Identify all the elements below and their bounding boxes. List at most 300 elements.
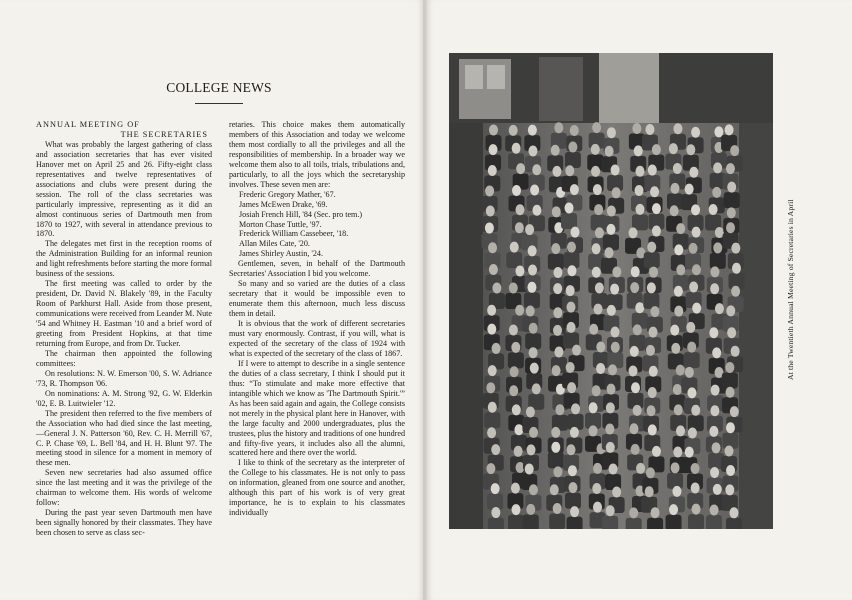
figure-head: [634, 145, 643, 156]
figure-head: [568, 482, 577, 493]
figure-head: [571, 403, 580, 414]
figure-head: [669, 504, 678, 515]
figure-head: [550, 484, 559, 495]
figure-head: [688, 427, 697, 438]
figure-body: [710, 253, 726, 269]
figure-head: [713, 242, 722, 253]
figure-body: [722, 372, 738, 388]
figure-head: [553, 503, 562, 514]
figure-head: [689, 243, 698, 254]
secretary-list-item: Allan Miles Cate, '20.: [239, 239, 310, 249]
figure-head: [488, 365, 497, 376]
figure-head: [629, 227, 638, 238]
figure-head: [670, 325, 679, 336]
secretary-list-item: Frederick William Cassebeer, '18.: [239, 229, 349, 239]
figure-head: [730, 145, 739, 156]
figure-body: [684, 352, 700, 368]
figure-head: [685, 184, 694, 195]
figure-head: [669, 143, 678, 154]
figure-head: [685, 367, 694, 378]
figure-head: [692, 227, 701, 238]
figure-head: [674, 306, 683, 317]
figure-head: [685, 447, 694, 458]
figure-head: [567, 322, 576, 333]
secretary-list-item: James Shirley Austin, '24.: [239, 249, 323, 259]
figure-head: [527, 444, 536, 455]
figure-head: [692, 303, 701, 314]
figure-head: [710, 505, 719, 516]
figure-head: [709, 426, 718, 437]
figure-head: [732, 263, 741, 274]
figure-head: [529, 347, 538, 358]
figure-head: [591, 144, 600, 155]
figure-head: [486, 206, 495, 217]
paragraph: What was probably the largest gathering of class and association secretaries that has ever visited Hanover met on April 25 and 26. Fifty-eight class representatives and twelve representatives of associations and clubs were present during the session. The roll of the class secretaries was particularly impressive, representing as it did an almost continuous series of Dartmouth men from 1870 to 1927, with several in attendance previous to 1870.: [36, 139, 212, 239]
figure-head: [530, 184, 539, 195]
figure-head: [650, 306, 659, 317]
figure-head: [652, 203, 661, 214]
figure-head: [645, 486, 654, 497]
figure-head: [611, 165, 620, 176]
figure-body: [626, 518, 642, 529]
paragraph: It is obvious that the work of different secretaries must vary enormously. Contrast, if you will, what is expected of the secretary of the class of 1924 with what is expected of the secretary of the class of 1867.: [229, 319, 405, 358]
figure-head: [650, 186, 659, 197]
figure-head: [488, 165, 497, 176]
figure-head: [691, 405, 700, 416]
figure-head: [553, 466, 562, 477]
figure-head: [565, 203, 574, 214]
figure-head: [509, 324, 518, 335]
figure-body: [565, 493, 581, 509]
figure-body: [602, 516, 618, 529]
figure-head: [567, 242, 576, 253]
figure-head: [607, 206, 616, 217]
figure-head: [731, 346, 740, 357]
figure-head: [529, 484, 538, 495]
figure-body: [666, 515, 682, 529]
group-photograph: [449, 53, 773, 529]
figure-head: [671, 343, 680, 354]
paragraph: During the past year seven Dartmouth men have been signally honored by their classmates. They have been chosen to serve as class sec-: [36, 508, 212, 538]
figure-head: [636, 463, 645, 474]
paragraph: On resolutions: N. W. Emerson '00, S. W. Adriance '73, R. Thompson '06.: [36, 368, 212, 388]
figure-head: [652, 446, 661, 457]
figure-body: [567, 517, 583, 529]
figure-body: [561, 213, 577, 229]
figure-head: [672, 486, 681, 497]
figure-head: [676, 264, 685, 275]
figure-body: [724, 192, 740, 208]
title-rule: [195, 103, 243, 104]
figure-head: [607, 127, 616, 138]
figure-head: [551, 243, 560, 254]
figure-head: [710, 283, 719, 294]
figure-head: [551, 145, 560, 156]
figure-head: [635, 166, 644, 177]
figure-head: [572, 345, 581, 356]
figure-head: [635, 204, 644, 215]
figure-head: [631, 382, 640, 393]
figure-head: [673, 123, 682, 134]
figure-head: [607, 305, 616, 316]
text-column-1: [36, 120, 212, 538]
figure-head: [552, 365, 561, 376]
figure-head: [646, 345, 655, 356]
paragraph: The first meeting was called to order by the president, Dr. David N. Blakely '89, in the Faculty Room of Parkhurst Hall. Aside from those present, communications were received from Leander M. Nute '54 and Whitney H. Eastman '10 and a brief word of greeting from President Hopkins, at that time returning from Europe, and from Dr. Tucker.: [36, 279, 212, 348]
figure-head: [612, 187, 621, 198]
figure-head: [635, 185, 644, 196]
secretary-list-item: Morton Chase Tuttle, '97.: [239, 219, 322, 229]
figure-head: [629, 366, 638, 377]
figure-head: [512, 185, 521, 196]
figure-head: [514, 446, 523, 457]
figure-head: [528, 145, 537, 156]
figure-head: [676, 365, 685, 376]
figure-head: [691, 127, 700, 138]
figure-head: [532, 164, 541, 175]
figure-head: [553, 307, 562, 318]
figure-head: [687, 387, 696, 398]
figure-head: [609, 463, 618, 474]
figure-head: [710, 405, 719, 416]
figure-body: [549, 513, 565, 529]
figure-head: [608, 364, 617, 375]
figure-head: [647, 242, 656, 253]
figure-head: [593, 502, 602, 513]
figure-head: [674, 244, 683, 255]
figure-head: [648, 424, 657, 435]
figure-head: [648, 387, 657, 398]
figure-head: [652, 144, 661, 155]
figure-head: [488, 402, 497, 413]
figure-head: [525, 463, 534, 474]
figure-head: [589, 425, 598, 436]
figure-head: [596, 363, 605, 374]
figure-head: [491, 483, 500, 494]
figure-head: [485, 223, 494, 234]
figure-head: [594, 304, 603, 315]
figure-head: [648, 165, 657, 176]
figure-head: [554, 346, 563, 357]
figure-head: [567, 444, 576, 455]
section-heading-line-1: ANNUAL MEETING OF: [36, 120, 140, 129]
figure-head: [635, 302, 644, 313]
figure-head: [712, 187, 721, 198]
figure-head: [610, 327, 619, 338]
figure-body: [523, 514, 539, 529]
figure-head: [595, 227, 604, 238]
figure-head: [568, 465, 577, 476]
figure-head: [606, 402, 615, 413]
section-heading-line-2: THE SECRETARIES: [120, 129, 208, 139]
figure-head: [570, 427, 579, 438]
figure-head: [552, 206, 561, 217]
figure-head: [673, 163, 682, 174]
figure-head: [712, 347, 721, 358]
figure-head: [515, 204, 524, 215]
photo-caption: At the Twentieth Annual Meeting of Secretaries in April: [786, 199, 795, 380]
figure-head: [629, 423, 638, 434]
paragraph: I like to think of the secretary as the interpreter of the College to his classmates. He is not only to pass on information, gleaned from one source and another, although this part of his work is of very great importance, he is to explain to his classmates individually: [229, 458, 405, 518]
figure-head: [489, 124, 498, 135]
figure-body: [548, 452, 564, 468]
figure-head: [712, 442, 721, 453]
page-title: COLLEGE NEWS: [166, 80, 272, 95]
figure-head: [591, 166, 600, 177]
figure-head: [633, 405, 642, 416]
figure-head: [725, 445, 734, 456]
figure-head: [691, 463, 700, 474]
figure-body: [565, 152, 581, 168]
figure-head: [553, 325, 562, 336]
figure-head: [671, 462, 680, 473]
figure-head: [725, 362, 734, 373]
figure-head: [674, 286, 683, 297]
figure-head: [726, 163, 735, 174]
figure-head: [566, 285, 575, 296]
figure-head: [725, 484, 734, 495]
figure-head: [567, 382, 576, 393]
figure-head: [632, 123, 641, 134]
figure-head: [647, 405, 656, 416]
figure-head: [595, 283, 604, 294]
figure-head: [689, 167, 698, 178]
figure-head: [709, 327, 718, 338]
figure-head: [692, 264, 701, 275]
figure-head: [726, 305, 735, 316]
figure-head: [487, 324, 496, 335]
paragraph: The chairman then appointed the following committees:: [36, 348, 212, 368]
figure-body: [726, 518, 742, 529]
figure-head: [606, 442, 615, 453]
paragraph: On nominations: A. M. Strong '92, G. W. Elderkin '02, E. B. Luitwieler '12.: [36, 388, 212, 408]
figure-head: [510, 242, 519, 253]
figure-head: [676, 223, 685, 234]
figure-head: [570, 125, 579, 136]
figure-head: [526, 406, 535, 417]
figure-head: [687, 342, 696, 353]
figure-head: [570, 184, 579, 195]
figure-head: [605, 247, 614, 258]
figure-body: [643, 293, 659, 309]
figure-head: [629, 507, 638, 518]
figure-head: [491, 507, 500, 518]
figure-head: [525, 224, 534, 235]
figure-head: [555, 404, 564, 415]
figure-head: [713, 162, 722, 173]
figure-head: [491, 444, 500, 455]
figure-head: [709, 204, 718, 215]
figure-head: [554, 122, 563, 133]
figure-head: [589, 324, 598, 335]
figure-body: [488, 518, 504, 529]
figure-body: [644, 252, 660, 268]
figure-head: [553, 283, 562, 294]
figure-head: [651, 507, 660, 518]
figure-head: [686, 144, 695, 155]
figure-head: [512, 143, 521, 154]
figure-head: [686, 322, 695, 333]
figure-head: [731, 243, 740, 254]
figure-head: [527, 282, 536, 293]
figure-head: [509, 283, 518, 294]
paragraph: The delegates met first in the reception rooms of the Administration Building for an informal reunion and light refreshments before starting the more formal business of the sessions.: [36, 239, 212, 279]
figure-head: [727, 182, 736, 193]
figure-head: [515, 222, 524, 233]
figure-head: [526, 305, 535, 316]
paragraph: retaries. This choice makes them automatically members of this Association and today we welcome them most cordially to all the privileges and all the responsibilities of membership. In a broader way we welcome them also to all toils, trials, tribulations and, particularly, to all the joys which the secretaryship involves. These seven men are:: [229, 120, 405, 189]
figure-head: [526, 504, 535, 515]
secretary-list-item: Frederic Gregory Mather, '67.: [239, 189, 336, 199]
figure-head: [553, 267, 562, 278]
figure-head: [551, 427, 560, 438]
figure-body: [525, 333, 541, 349]
figure-head: [691, 483, 700, 494]
figure-head: [605, 424, 614, 435]
figure-body: [508, 352, 524, 368]
figure-head: [566, 302, 575, 313]
figure-head: [488, 242, 497, 253]
figure-head: [593, 463, 602, 474]
figure-head: [649, 366, 658, 377]
figure-head: [592, 483, 601, 494]
figure-head: [592, 267, 601, 278]
figure-head: [726, 422, 735, 433]
figure-body: [706, 515, 722, 529]
figure-head: [670, 183, 679, 194]
figure-head: [612, 487, 621, 498]
figure-head: [727, 207, 736, 218]
figure-head: [630, 346, 639, 357]
figure-head: [596, 342, 605, 353]
figure-head: [676, 425, 685, 436]
figure-head: [528, 125, 537, 136]
left-page: [0, 0, 424, 600]
figure-head: [606, 505, 615, 516]
figure-head: [649, 327, 658, 338]
figure-head: [592, 122, 601, 133]
figure-head: [711, 385, 720, 396]
figure-head: [515, 305, 524, 316]
figure-head: [566, 362, 575, 373]
figure-head: [646, 467, 655, 478]
figure-body: [508, 515, 524, 529]
figure-body: [647, 518, 663, 529]
figure-head: [713, 484, 722, 495]
figure-head: [710, 266, 719, 277]
figure-head: [571, 227, 580, 238]
figure-head: [516, 163, 525, 174]
figure-head: [570, 506, 579, 517]
figure-head: [487, 305, 496, 316]
figure-head: [552, 166, 561, 177]
figure-head: [486, 463, 495, 474]
figure-head: [726, 222, 735, 233]
figure-head: [486, 382, 495, 393]
figure-head: [692, 504, 701, 515]
figure-head: [528, 265, 537, 276]
figure-head: [673, 384, 682, 395]
figure-head: [489, 264, 498, 275]
figure-head: [691, 204, 700, 215]
figure-head: [710, 467, 719, 478]
figure-body: [548, 254, 564, 270]
paragraph: If I were to attempt to describe in a single sentence the duties of a class secretary, I think I should put it thus: “To stimulate and make more effective that intangible which we know as 'The Dartmouth Spirit.'” As has been said again and again, the College consists not merely in the physical plant here in Hanover, with the large faculty and 2000 undergraduates, plus the trustees, plus the history and traditions of one hundred and fifty-five years, it includes also all the alumni, scattered here and there over the world.: [229, 358, 406, 458]
figure-head: [512, 404, 521, 415]
figure-head: [509, 385, 518, 396]
figure-head: [607, 384, 616, 395]
figure-head: [568, 142, 577, 153]
figure-head: [509, 125, 518, 136]
figure-head: [727, 327, 736, 338]
figure-head: [630, 282, 639, 293]
figure-head: [610, 284, 619, 295]
figure-head: [529, 427, 538, 438]
figure-head: [492, 283, 501, 294]
figure-head: [729, 507, 738, 518]
figure-head: [652, 226, 661, 237]
figure-head: [631, 266, 640, 277]
figure-head: [726, 465, 735, 476]
figure-head: [510, 366, 519, 377]
figure-head: [532, 205, 541, 216]
text-column-2: [229, 120, 405, 518]
figure-head: [611, 342, 620, 353]
figure-head: [715, 303, 724, 314]
figure-head: [592, 243, 601, 254]
figure-head: [485, 185, 494, 196]
figure-head: [674, 404, 683, 415]
figure-head: [487, 427, 496, 438]
figure-head: [731, 286, 740, 297]
figure-head: [670, 205, 679, 216]
figure-body: [484, 412, 500, 428]
figure-head: [514, 424, 523, 435]
figure-head: [492, 343, 501, 354]
figure-head: [633, 324, 642, 335]
figure-head: [589, 402, 598, 413]
secretary-list-item: Josiah French Hill, '84 (Sec. pro tem.): [239, 209, 363, 219]
paragraph: So many and so varied are the duties of a class secretary that it would be impossible even to enumerate them this afternoon, much less discuss them in detail.: [229, 279, 405, 319]
figure-head: [593, 184, 602, 195]
figure-head: [551, 442, 560, 453]
figure-head: [647, 282, 656, 293]
figure-head: [567, 265, 576, 276]
figure-head: [689, 282, 698, 293]
figure-head: [512, 504, 521, 515]
figure-head: [528, 245, 537, 256]
paragraph: The president then referred to the five members of the Association who had died since the last meeting,—General J. N. Patterson '60, Rev. C. H. Merrill '67, C. P. Chase '69, L. Bell '84, and H. H. Blunt '97. The meeting stood in silence for a moment in memory of these men.: [36, 408, 212, 468]
figure-head: [673, 446, 682, 457]
paragraph: Gentlemen, seven, in behalf of the Dartmouth Secretaries' Association I bid you welcome.: [229, 259, 405, 279]
figure-head: [532, 383, 541, 394]
figure-head: [530, 363, 539, 374]
figure-head: [605, 146, 614, 157]
figure-head: [612, 266, 621, 277]
group-photo-image: [449, 53, 773, 529]
figure-head: [594, 204, 603, 215]
figure-head: [529, 323, 538, 334]
figure-body: [688, 514, 704, 529]
figure-head: [631, 444, 640, 455]
figure-head: [511, 342, 520, 353]
figure-head: [489, 144, 498, 155]
figure-head: [645, 124, 654, 135]
figure-head: [515, 265, 524, 276]
figure-head: [511, 483, 520, 494]
figure-head: [592, 385, 601, 396]
figure-head: [725, 124, 734, 135]
